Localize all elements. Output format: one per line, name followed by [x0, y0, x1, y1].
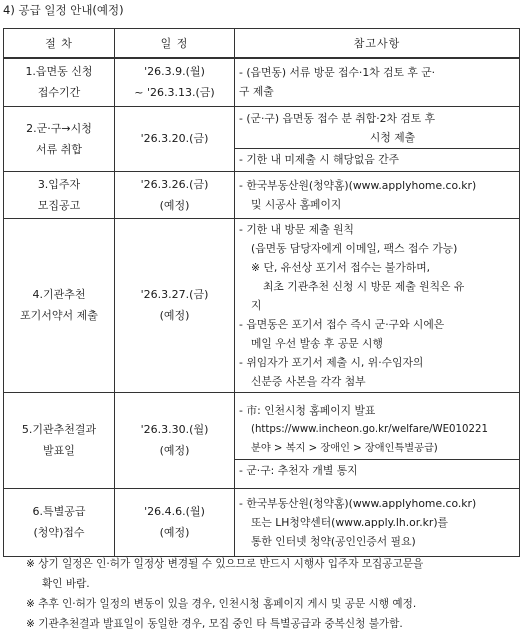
step-line: 6.특별공급	[32, 505, 86, 518]
step-line: 서류 취합	[35, 142, 82, 156]
ref-line: 구 제출	[239, 85, 274, 99]
table-row	[4, 392, 520, 488]
ref-line: (https://www.incheon.go.kr/welfare/WE010221	[251, 423, 488, 435]
date-line: '26.3.20.(금)	[140, 132, 209, 145]
ref-cell	[235, 488, 520, 556]
date-line: '26.3.30.(월)	[140, 423, 209, 436]
date-line: (예정)	[159, 309, 190, 322]
date-line: '26.3.9.(월)	[144, 65, 205, 79]
date-line: ~ '26.3.13.(금)	[134, 86, 215, 100]
ref-cell	[235, 58, 520, 106]
note-line: ※ 추후 인·허가 일정의 변동이 있을 경우, 인천시청 홈페이지 게시 및 공문 시행 예정.	[26, 598, 417, 610]
date-cell	[115, 106, 235, 171]
header-date: 일 정	[115, 29, 235, 59]
step-line: 발표일	[43, 444, 75, 457]
ref-line: - 군·구: 추천자 개별 통지	[239, 463, 358, 477]
date-line: (예정)	[159, 526, 190, 539]
section-title: 4) 공급 일정 안내(예정)	[3, 3, 124, 17]
date-cell	[115, 218, 235, 392]
schedule-table	[3, 28, 520, 557]
ref-line: 메일 우선 발송 후 공문 시행	[251, 336, 383, 350]
ref-line: - 위임자가 포기서 제출 시, 위·수임자의	[239, 355, 424, 369]
header-ref: 참고사항	[235, 29, 520, 59]
date-cell	[115, 171, 235, 218]
step-cell	[4, 171, 115, 218]
step-cell	[4, 392, 115, 488]
step-cell	[4, 106, 115, 171]
ref-line: - (읍면동) 서류 방문 접수·1차 검토 후 군·	[239, 66, 436, 80]
step-line: 모집공고	[37, 198, 81, 212]
date-line: '26.3.26.(금)	[140, 177, 209, 191]
ref-line: - 한국부동산원(청약홈)(www.applyhome.co.kr)	[239, 178, 477, 192]
ref-line: 또는 LH청약센터(www.apply.lh.or.kr)를	[251, 515, 448, 529]
ref-line: 및 시공사 홈페이지	[251, 197, 342, 211]
ref-line: 최초 기관추천 신청 시 방문 제출 원칙은 유	[263, 279, 465, 293]
ref-line: (읍면동 담당자에게 이메일, 팩스 접수 가능)	[251, 241, 458, 255]
ref-line: - 市: 인천시청 홈페이지 발표	[239, 403, 376, 417]
note-line: 확인 바람.	[42, 578, 90, 590]
step-line: 포기서약서 제출	[20, 309, 98, 322]
table-row	[4, 58, 520, 106]
date-line: '26.3.27.(금)	[140, 288, 209, 301]
date-cell	[115, 58, 235, 106]
ref-line: 시청 제출	[369, 130, 416, 144]
table-row	[4, 218, 520, 392]
header-step: 절 차	[4, 29, 115, 59]
ref-line: 지	[251, 298, 262, 312]
date-cell	[115, 488, 235, 556]
ref-cell	[235, 392, 520, 488]
ref-line: 분야 > 복지 > 장애인 > 장애인특별공급)	[251, 442, 438, 454]
notes-section	[26, 554, 516, 634]
step-cell	[4, 218, 115, 392]
date-line: (예정)	[159, 198, 190, 212]
ref-line: - 기한 내 미제출 시 해당없음 간주	[239, 152, 400, 166]
ref-line: 신분증 사본을 각각 첨부	[251, 374, 366, 388]
note-line: ※ 기관추천결과 발표일이 동일한 경우, 모집 중인 타 특별공급과 중복신청 불가함.	[26, 618, 403, 630]
date-line: (예정)	[159, 444, 190, 457]
step-cell	[4, 58, 115, 106]
step-line: 접수기간	[37, 86, 81, 100]
date-line: '26.4.6.(월)	[144, 505, 205, 518]
date-cell	[115, 392, 235, 488]
note-line: ※ 상기 일정은 인·허가 일정상 변경될 수 있으므로 반드시 시행사 입주자 모집공고문을	[26, 558, 424, 570]
ref-line: - (군·구) 읍면동 접수 분 취합·2차 검토 후	[239, 111, 436, 125]
ref-line: - 읍면동은 포기서 접수 즉시 군·구와 시에은	[239, 317, 445, 331]
step-line: (청약)접수	[33, 526, 85, 539]
step-cell	[4, 488, 115, 556]
step-line: 1.읍면동 신청	[25, 65, 93, 79]
ref-line: ※ 단, 유선상 포기서 접수는 불가하며,	[251, 260, 431, 274]
ref-line: - 한국부동산원(청약홈)(www.applyhome.co.kr)	[239, 496, 477, 510]
ref-cell	[235, 106, 520, 171]
ref-cell	[235, 171, 520, 218]
table-row	[4, 106, 520, 171]
ref-line: - 기한 내 방문 제출 원칙	[239, 222, 354, 236]
table-row	[4, 171, 520, 218]
step-line: 3.입주자	[37, 177, 81, 191]
table-header-row	[4, 29, 520, 59]
table-row	[4, 488, 520, 556]
ref-line: 통한 인터넷 청약(공인인증서 필요)	[251, 534, 416, 548]
step-line: 2.군·구→시청	[26, 121, 92, 135]
ref-cell	[235, 218, 520, 392]
step-line: 5.기관추천결과	[21, 423, 97, 436]
step-line: 4.기관추천	[32, 288, 86, 301]
